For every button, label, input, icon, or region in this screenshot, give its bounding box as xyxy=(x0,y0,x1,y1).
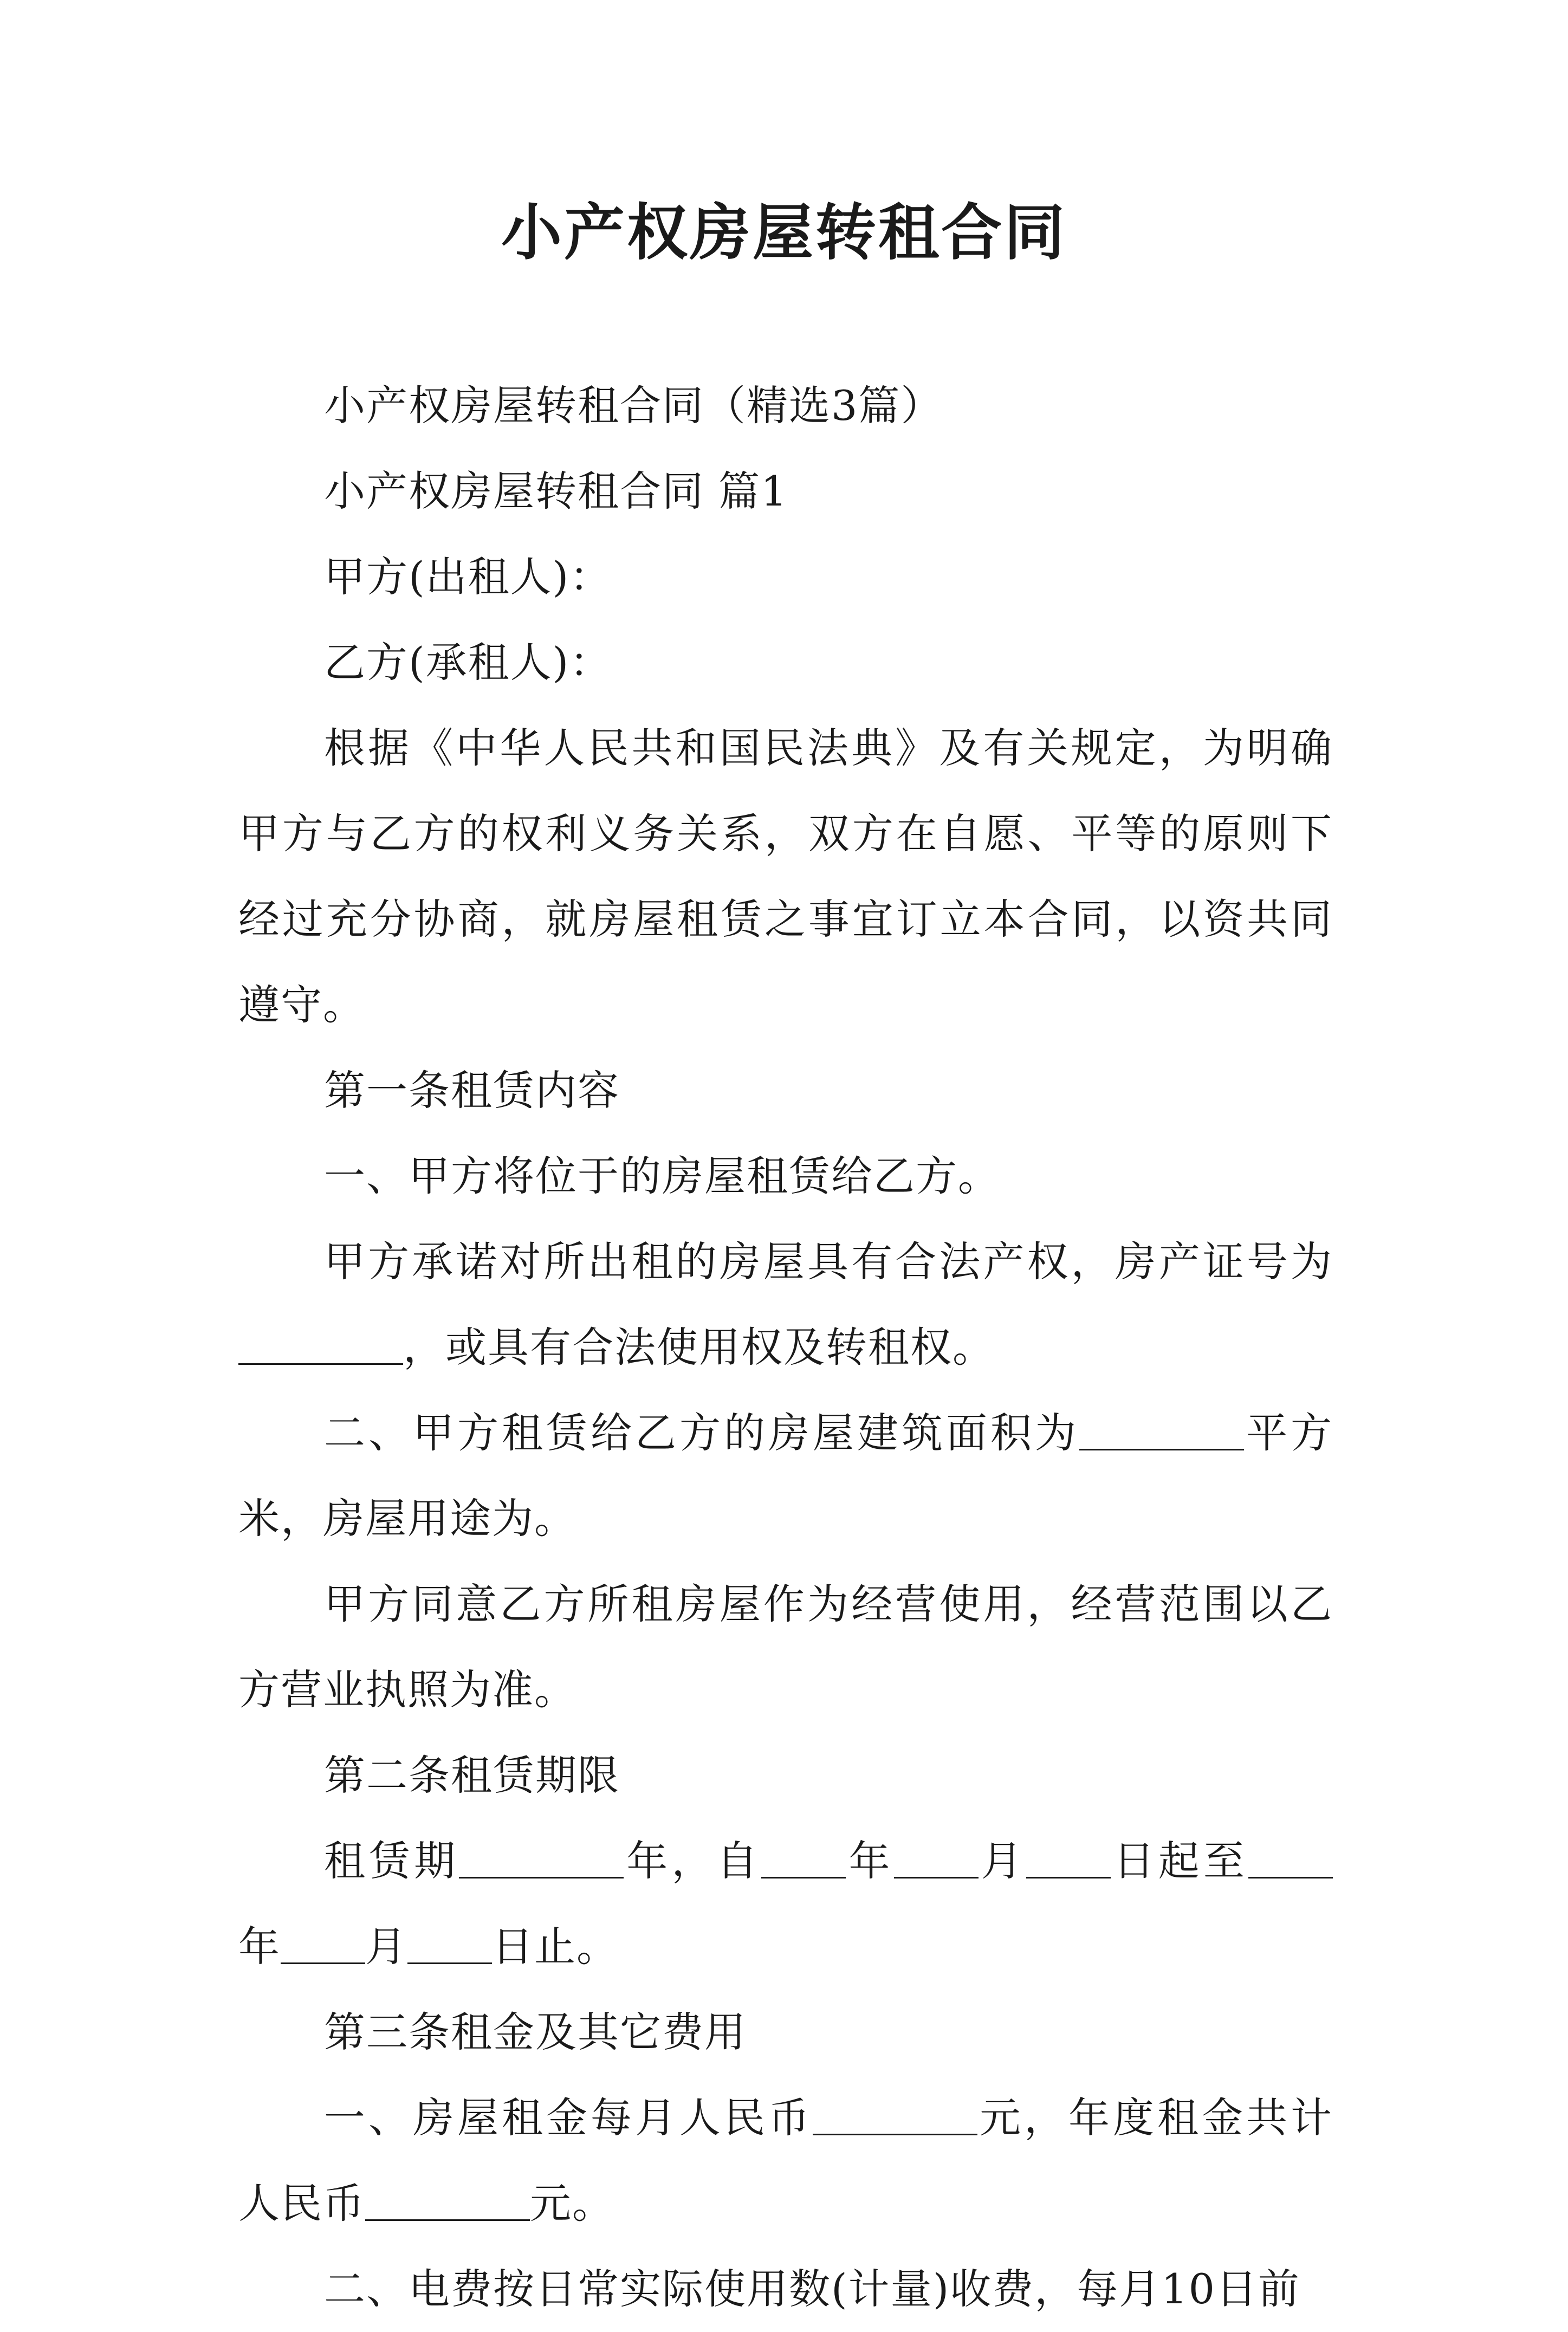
text-segment: 元。 xyxy=(530,2179,614,2227)
document-title: 小产权房屋转租合同 xyxy=(501,197,1067,268)
text-segment: 平方米，房屋用途为。 xyxy=(238,1409,1333,1543)
text-segment: 甲方承诺对所出租的房屋具有合法产权，房产证号为 xyxy=(324,1238,1333,1286)
text-segment: 日起至 xyxy=(1110,1837,1249,1885)
blank-line xyxy=(813,2099,977,2135)
blank-line xyxy=(365,2185,530,2221)
blank-line xyxy=(1026,1842,1111,1878)
blank-line xyxy=(238,1329,403,1365)
paragraph-article-1-item-1: 一、甲方将位于的房屋租赁给乙方。 xyxy=(324,1152,1000,1200)
paragraph-section-heading: 小产权房屋转租合同 篇1 xyxy=(324,467,788,515)
text-segment: 月 xyxy=(978,1837,1026,1885)
text-segment: ，或具有合法使用权及转租权。 xyxy=(403,1323,995,1371)
paragraph-article-3-heading: 第三条租金及其它费用 xyxy=(324,2008,747,2056)
text-segment: 一、房屋租金每月人民币 xyxy=(324,2094,813,2142)
blank-line xyxy=(1248,1842,1333,1878)
paragraph-building-area xyxy=(238,1390,1333,1562)
paragraph-party-b: 乙方(承租人)： xyxy=(324,638,612,686)
paragraph-electricity-fee: 二、电费按日常实际使用数(计量)收费，每月10日前 xyxy=(324,2265,1301,2313)
text-segment: 租赁期 xyxy=(324,1837,459,1885)
paragraph-subtitle: 小产权房屋转租合同（精选3篇） xyxy=(324,381,943,430)
blank-line xyxy=(761,1842,846,1878)
paragraph-property-certificate xyxy=(238,1219,1333,1390)
blank-line xyxy=(894,1842,979,1878)
blank-line xyxy=(459,1842,624,1878)
paragraph-article-2-heading: 第二条租赁期限 xyxy=(324,1751,620,1799)
blank-line xyxy=(281,1928,365,1964)
paragraph-party-a: 甲方(出租人)： xyxy=(324,553,612,601)
text-segment: 年 xyxy=(846,1837,894,1885)
text-segment: 月 xyxy=(365,1922,407,1971)
paragraph-business-use: 甲方同意乙方所租房屋作为经营使用，经营范围以乙方营业执照为准。 xyxy=(238,1580,1333,1714)
blank-line xyxy=(407,1928,492,1964)
paragraph-rent-amount xyxy=(238,2075,1333,2246)
text-segment: 元，年度租金共计人民币 xyxy=(238,2094,1333,2227)
blank-line xyxy=(1079,1414,1244,1450)
text-segment: 二、甲方租赁给乙方的房屋建筑面积为 xyxy=(324,1409,1079,1457)
text-segment: 日止。 xyxy=(492,1922,619,1971)
paragraph-article-1-heading: 第一条租赁内容 xyxy=(324,1066,620,1115)
paragraph-lease-term xyxy=(238,1818,1333,1990)
document-body xyxy=(238,363,1333,2332)
paragraph-preamble: 根据《中华人民共和国民法典》及有关规定，为明确甲方与乙方的权利义务关系，双方在自愿、平等的原则下经过充分协商，就房屋租赁之事宜订立本合同，以资共同遵守。 xyxy=(238,724,1333,1029)
text-segment: 年 xyxy=(238,1922,281,1971)
text-segment: 年，自 xyxy=(624,1837,762,1885)
